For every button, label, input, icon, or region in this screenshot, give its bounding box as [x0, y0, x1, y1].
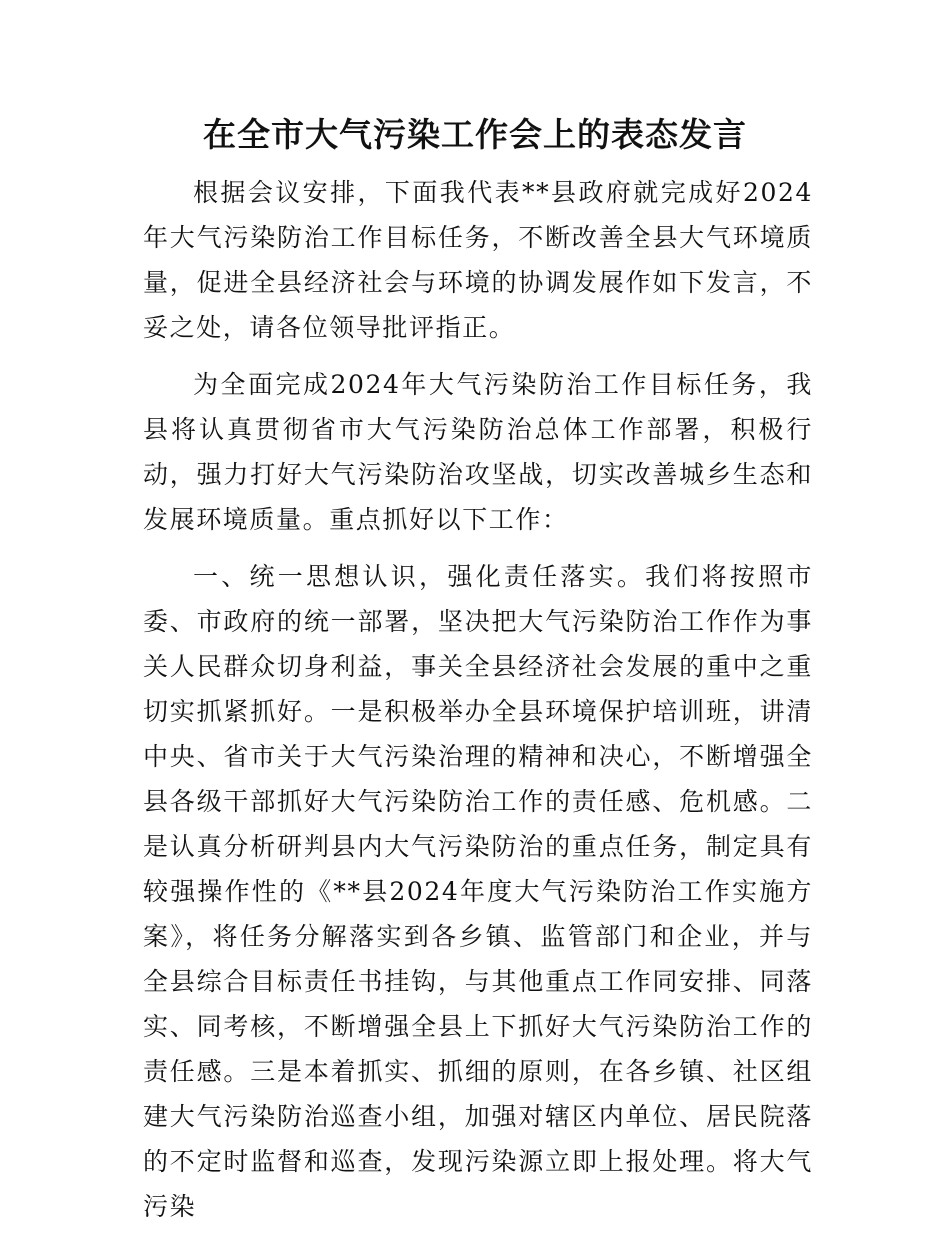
document-title: 在全市大气污染工作会上的表态发言 — [203, 115, 747, 154]
paragraph-overview: 为全面完成2024年大气污染防治工作目标任务，我县将认真贯彻省市大气污染防治总体工作部署，积极行动，强力打好大气污染防治攻坚战，切实改善城乡生态和发展环境质量。重点抓好以下工作： — [143, 370, 813, 534]
document-body — [143, 170, 813, 1241]
paragraph-section-one: 一、统一思想认识，强化责任落实。我们将按照市委、市政府的统一部署，坚决把大气污染防治工作作为事关人民群众切身利益，事关全县经济社会发展的重中之重切实抓紧抓好。一是积极举办全县环境保护培训班，讲清中央、省市关于大气污染治理的精神和决心，不断增强全县各级干部抓好大气污染防治工作的责任感、危机感。二是认真分析研判县内大气污染防治的重点任务，制定具有较强操作性的《**县2024年度大气污染防治工作实施方案》，将任务分解落实到各乡镇、监管部门和企业，并与全县综合目标责任书挂钩，与其他重点工作同安排、同落实、同考核，不断增强全县上下抓好大气污染防治工作的责任感。三是本着抓实、抓细的原则，在各乡镇、社区组建大气污染防治巡查小组，加强对辖区内单位、居民院落的不定时监督和巡查，发现污染源立即上报处理。将大气污染 — [143, 562, 813, 1221]
paragraph-intro: 根据会议安排，下面我代表**县政府就完成好2024年大气污染防治工作目标任务，不断改善全县大气环境质量，促进全县经济社会与环境的协调发展作如下发言，不妥之处，请各位领导批评指正。 — [143, 178, 813, 342]
